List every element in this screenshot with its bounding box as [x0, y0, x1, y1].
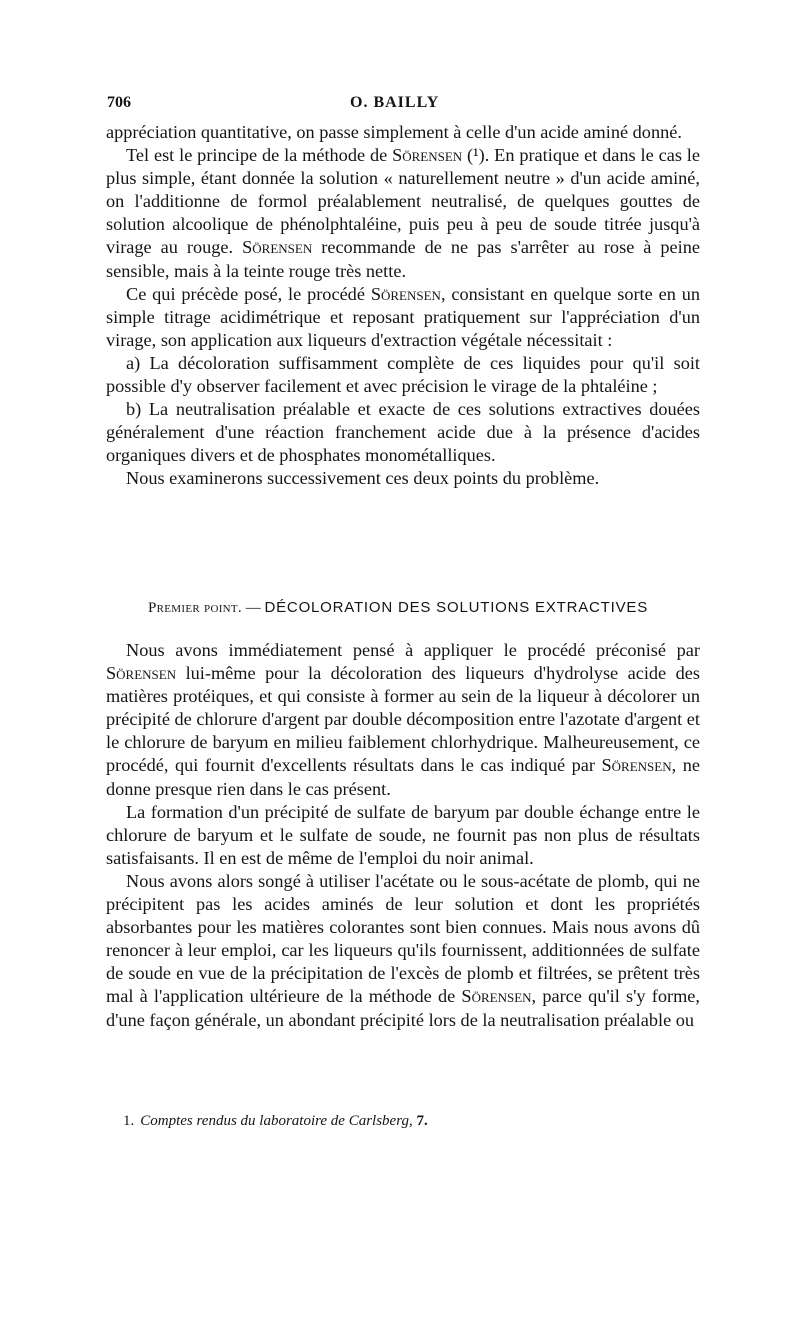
running-head: O. BAILLY — [350, 94, 440, 111]
paragraph-application — [106, 283, 700, 352]
section-heading — [148, 598, 700, 618]
text-run: , consistant en quelque sorte en un simple titrage acidimétrique et reposant pratiquement sur l'appréciation d'un virage, son application aux liqueurs d'extraction végétale nécessitait : — [106, 283, 700, 350]
footnote-volume: 7. — [416, 1113, 428, 1129]
footnote-source: Comptes rendus du laboratoire de Carlsberg, — [140, 1113, 413, 1129]
section-label: Premier point. — [148, 600, 242, 616]
section-dash: — — [242, 600, 265, 616]
page-number: 706 — [107, 94, 131, 111]
text-run: , ne donne presque rien dans le cas présent. — [106, 755, 700, 799]
author-name: Sörensen — [601, 755, 672, 776]
text-run: recommande de ne pas s'arrêter au rose à peine sensible, mais à la teinte rouge très nette. — [106, 237, 700, 281]
section-text-block — [106, 639, 700, 1032]
text-run: Nous avons immédiatement pensé à appliquer le procédé préconisé par — [126, 640, 700, 660]
author-name: Sörensen — [370, 283, 441, 304]
main-text-block — [106, 121, 700, 491]
text-run: Ce qui précède posé, le procédé — [126, 283, 371, 304]
footnote-number: 1. — [123, 1113, 135, 1129]
paragraph-sorensen-principle — [106, 144, 700, 283]
author-name: Sörensen — [461, 986, 532, 1007]
author-name: Sörensen — [392, 145, 463, 166]
paragraph-transition: Nous examinerons successivement ces deux points du problème. — [126, 468, 600, 489]
text-run: . En pratique et dans le cas le plus simple, étant donnée la solution « naturellement neutre » d'un acide aminé, on l'additionne de formol préalablement neutralisé, de quelques gouttes de solution alcoolique de phénolphtaléine, puis peu à peu de soude titrée jusqu'à virage au rouge. — [106, 145, 700, 258]
footnote-reference: (¹) — [462, 145, 485, 166]
text-run: Nous avons alors songé à utiliser l'acétate ou le sous-acétate de plomb, qui ne précipitent pas les acides aminés de leur solution et dont les propriétés absorbantes pour les matières colorantes sont bien connues. Mais nous avons dû renoncer à leur emploi, car les liqueurs qu'ils fournissent, additionnées de sulfate de soude en vue de la précipitation de l'excès de plomb et filtrées, se prêtent très mal à l'application ultérieure de la méthode de — [106, 870, 700, 1007]
paragraph-silver-chloride — [106, 639, 700, 801]
paragraph-lead-acetate — [106, 870, 700, 1032]
author-name: Sörensen — [106, 663, 177, 684]
list-item-b: b) La neutralisation préalable et exacte de ces solutions extractives douées généralement d'une réaction franchement acide due à la présence d'acides organiques divers et de phosphates monométalliques. — [106, 399, 700, 466]
text-run: , parce qu'il s'y forme, d'une façon générale, un abondant précipité lors de la neutralisation préalable ou — [106, 986, 700, 1030]
text-run: Tel est le principe de la méthode de — [126, 145, 393, 166]
paragraph-barium-sulfate: La formation d'un précipité de sulfate de baryum par double échange entre le chlorure de baryum et le sulfate de soude, ne fournit pas non plus de résultats satisfaisants. Il en est de même de l'emploi du noir animal. — [106, 801, 700, 868]
paragraph-continuation: appréciation quantitative, on passe simplement à celle d'un acide aminé donné. — [106, 122, 682, 142]
text-run: lui-même pour la décoloration des liqueurs d'hydrolyse acide des matières protéiques, et qui consiste à former au sein de la liqueur à décolorer un précipité de chlorure d'argent par double décomposition entre l'azotate d'argent et le chlorure de baryum en milieu faiblement chlorhydrique. Malheureusement, ce procédé, qui fournit d'excellents résultats dans le cas indiqué par — [106, 663, 700, 776]
author-name: Sörensen — [242, 237, 313, 258]
page-header — [107, 94, 699, 118]
section-title: DÉCOLORATION DES SOLUTIONS EXTRACTIVES — [264, 599, 649, 616]
footnote — [123, 1111, 428, 1131]
list-item-a: a) La décoloration suffisamment complète de ces liquides pour qu'il soit possible d'y observer facilement et avec précision le virage de la phtaléine ; — [106, 352, 700, 397]
